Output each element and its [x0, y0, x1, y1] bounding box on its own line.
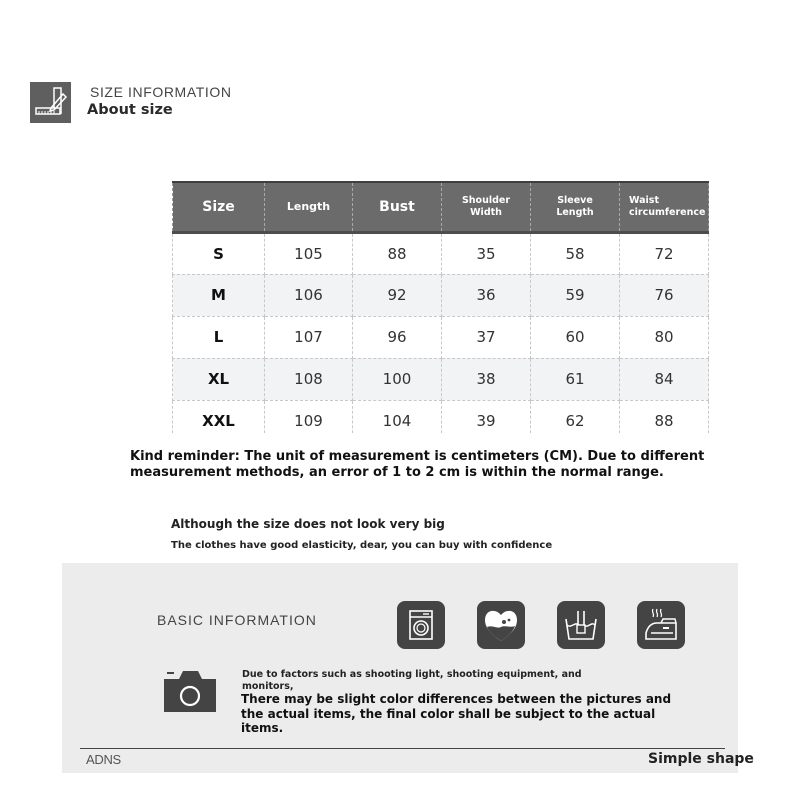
section-subtitle: SIZE INFORMATION — [90, 84, 232, 100]
column-header-waist-circumference — [620, 182, 709, 232]
shoulder-label-line1: Shoulder — [461, 194, 511, 206]
table-row — [173, 358, 709, 400]
size-table-container — [172, 181, 709, 433]
photo-disclaimer-detail: There may be slight color differences between the pictures and the actual items, the final color shall be subject to the actual items. — [241, 692, 672, 735]
section-title: About size — [87, 102, 173, 118]
style-tagline: Simple shape — [648, 751, 754, 767]
brand-name: ADNS — [86, 752, 121, 767]
size-cell: XXL — [173, 400, 265, 433]
bust-cell: 92 — [353, 274, 442, 316]
column-header-length: Length — [265, 182, 353, 232]
camera-icon — [163, 669, 217, 713]
basic-info-title: BASIC INFORMATION — [157, 612, 317, 628]
bust-cell: 100 — [353, 358, 442, 400]
size-note-detail: The clothes have good elasticity, dear, you can buy with confidence — [171, 540, 553, 551]
table-row — [173, 400, 709, 433]
length-cell: 106 — [265, 274, 353, 316]
waist-cell: 88 — [620, 400, 709, 433]
sleeve-cell: 58 — [531, 232, 620, 274]
shoulder-cell: 35 — [442, 232, 531, 274]
waist-label-line2: circumference — [629, 206, 706, 218]
size-cell: M — [173, 274, 265, 316]
sleeve-label-line2: Length — [556, 206, 594, 218]
bust-cell: 104 — [353, 400, 442, 433]
ruler-pencil-icon — [30, 82, 71, 123]
sleeve-cell: 61 — [531, 358, 620, 400]
length-cell: 105 — [265, 232, 353, 274]
shoulder-cell: 37 — [442, 316, 531, 358]
footer-divider — [80, 748, 725, 749]
shoulder-cell: 36 — [442, 274, 531, 316]
column-header-sleeve-length — [531, 182, 620, 232]
length-cell: 108 — [265, 358, 353, 400]
waist-cell: 72 — [620, 232, 709, 274]
table-row — [173, 232, 709, 274]
heart-soak-icon — [477, 601, 525, 649]
bust-cell: 96 — [353, 316, 442, 358]
shoulder-cell: 38 — [442, 358, 531, 400]
iron-icon — [637, 601, 685, 649]
sleeve-cell: 60 — [531, 316, 620, 358]
size-note-headline: Although the size does not look very big — [171, 517, 445, 531]
size-cell: XL — [173, 358, 265, 400]
bust-cell: 88 — [353, 232, 442, 274]
sleeve-cell: 62 — [531, 400, 620, 433]
length-cell: 109 — [265, 400, 353, 433]
measurement-reminder: Kind reminder: The unit of measurement is centimeters (CM). Due to different measurement methods, an error of 1 to 2 cm is within the normal range. — [130, 449, 705, 480]
column-header-size: Size — [173, 182, 265, 232]
waist-cell: 80 — [620, 316, 709, 358]
waist-label-line1: Waist — [629, 194, 660, 206]
hand-wash-icon — [557, 601, 605, 649]
size-table — [172, 181, 709, 433]
length-cell: 107 — [265, 316, 353, 358]
basic-info-panel — [62, 563, 738, 773]
waist-cell: 84 — [620, 358, 709, 400]
column-header-bust: Bust — [353, 182, 442, 232]
waist-cell: 76 — [620, 274, 709, 316]
column-header-shoulder-width — [442, 182, 531, 232]
sleeve-label-line1: Sleeve — [557, 194, 593, 206]
size-cell: S — [173, 232, 265, 274]
size-cell: L — [173, 316, 265, 358]
sleeve-cell: 59 — [531, 274, 620, 316]
washing-machine-icon — [397, 601, 445, 649]
table-header-row — [173, 182, 709, 232]
photo-disclaimer-intro: Due to factors such as shooting light, shooting equipment, and monitors, — [242, 669, 582, 692]
table-row — [173, 274, 709, 316]
shoulder-label-line2: Width — [470, 206, 502, 218]
shoulder-cell: 39 — [442, 400, 531, 433]
table-row — [173, 316, 709, 358]
